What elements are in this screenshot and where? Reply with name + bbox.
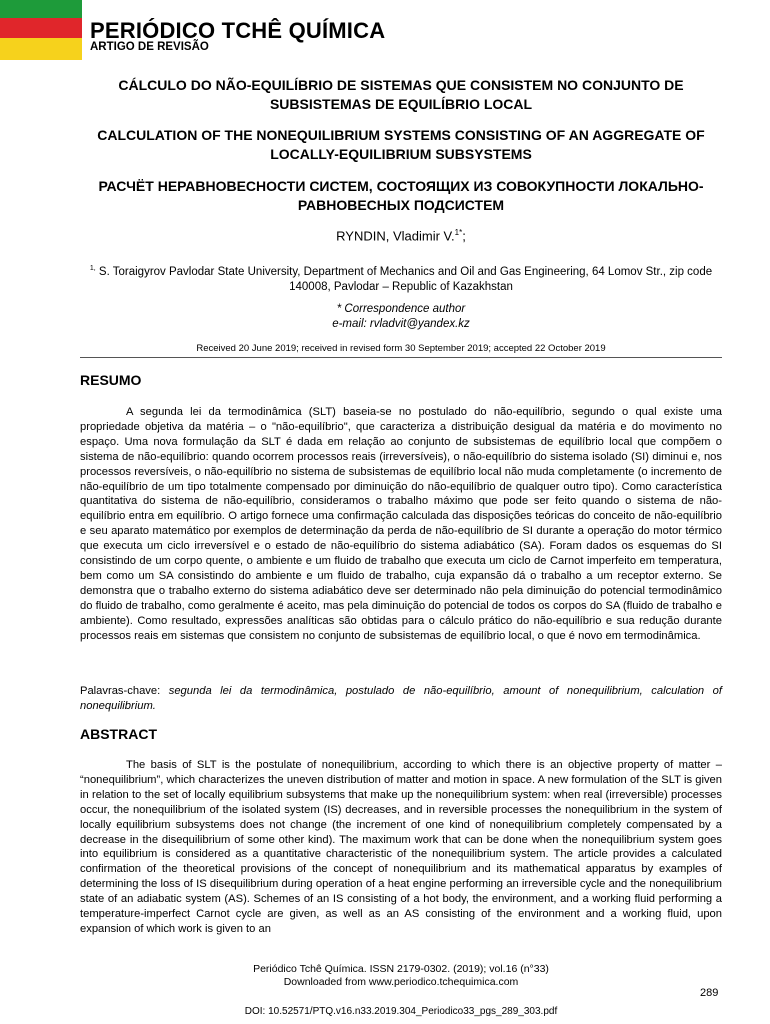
resumo-heading: RESUMO xyxy=(80,372,142,388)
abstract-heading: ABSTRACT xyxy=(80,726,157,742)
flag-yellow-stripe xyxy=(0,38,82,60)
resumo-text: A segunda lei da termodinâmica (SLT) baseia-se no postulado do não-equilíbrio, segundo o qual existe uma propriedade objetiva da matéria – o "não-equilíbrio", que caracteriza a distribuição desigual da matéria e do movimento no espaço. Uma nova formulação da SLT é dada em relação ao conjunto de subsistemas de equilíbrio local que compõem o sistema de não-equilíbrio: quando ocorrem processos reais (irreversíveis), o não-equilíbrio do sistema isolado (SI) diminui e, nos processos reversíveis, o não-equilíbrio no sistema de subsistemas de equilíbrio local não muda completamente (o incremento de não-equilíbrio de um tipo totalmente compensado por diminuição do não-equilíbrio de qualquer outro tipo). Como característica quantitativa do sistema de não-equilíbrio, consideramos o trabalho máximo que pode ser feito quando o sistema de não-equilíbrio entra em equilíbrio. O artigo fornece uma confirmação calculada das disposições teóricas do conceito de não-equilíbrio e seu aparato matemático por exemplos de determinação da perda de não-equilíbrio de SI durante a operação do motor térmico que executa um ciclo irreversível e o estado de não-equilíbrio do sistema adiabático (SA). Foram dados os esquemas do SI consistindo de um corpo quente, o ambiente e um fluido de trabalho que executa um ciclo de Carnot imperfeito em temperatura, bem como um SA consistindo do ambiente e um fluido de trabalho, cuja expansão dá o trabalho a um receptor externo. Se demonstra que o trabalho externo do sistema adiabático deve ser determinado não pela diminuição do potencial termodinâmico do fluido de trabalho, como geralmente é aceito, mas pela diminuição do potencial de todos os corpos do SA (fluido de trabalho e ambiente). Como resultado, expressões analíticas são obtidas para o cálculo prático do não-equilíbrio e sua redução durante processos reais em sistemas que consistem no conjunto de subsistemas de equilíbrio local, o que é novo em termodinâmica. xyxy=(80,406,722,642)
author-suffix: ; xyxy=(462,228,466,244)
affiliation-superscript: 1, xyxy=(89,265,96,272)
keywords-text: segunda lei da termodinâmica, postulado de não-equilíbrio, amount of nonequilibrium, calculation of nonequilibrium. xyxy=(80,685,722,712)
correspondence-block xyxy=(80,302,722,332)
keywords xyxy=(80,684,722,714)
header-divider xyxy=(80,357,722,358)
page-footer xyxy=(80,963,722,989)
affiliation-text: S. Toraigyrov Pavlodar State University, Department of Mechanics and Oil and Gas Engineering, 64 Lomov Str., zip code 140008, Pavlodar – Republic of Kazakhstan xyxy=(95,265,713,293)
title-portuguese: CÁLCULO DO NÃO-EQUILÍBRIO DE SISTEMAS QUE CONSISTEM NO CONJUNTO DE SUBSISTEMAS DE EQUILÍBRIO LOCAL xyxy=(118,77,684,112)
abstract-text: The basis of SLT is the postulate of nonequilibrium, according to which there is an objective property of matter – “nonequilibrium”, which characterizes the uneven distribution of matter and motion in space. A new formulation of the SLT is given in relation to the set of locally equilibrium subsystems that make up the nonequilibrium system: when real (irreversible) processes occur, the nonequilibrium of the isolated system (IS) decreases, and in reversible processes the nonequilibrium in the system of locally equilibrium subsystems does not change (the increment of one kind of nonequilibrium completely compensated by a decrease in the disequilibrium of some other kind). The maximum work that can be done when the nonequilibrium system goes into equilibrium is considered as a quantitative characteristic of the nonequilibrium system. The article provides a calculated confirmation of the theoretical provisions of the concept of nonequilibrium and its mathematical apparatus by examples of determining the loss of IS disequilibrium during operation of a heat engine performing an irreversible cycle and the nonequilibrium state of an adiabatic system (AS). Schemes of an IS consisting of a hot body, the environment, and a working fluid performing a temperature-imperfect Carnot cycle are given, as well as an AS consisting of the environment and a working fluid, upon expansion of which work is given to an xyxy=(80,759,722,935)
author-superscript: 1* xyxy=(454,228,463,237)
footer-doi: DOI: 10.52571/PTQ.v16.n33.2019.304_Periodico33_pgs_289_303.pdf xyxy=(244,1006,558,1017)
author-line xyxy=(80,228,722,243)
author-name: RYNDIN, Vladimir V. xyxy=(336,228,455,244)
title-english: CALCULATION OF THE NONEQUILIBRIUM SYSTEMS CONSISTING OF AN AGGREGATE OF LOCALLY-EQUILIBRIUM SUBSYSTEMS xyxy=(97,127,705,162)
flag-red-stripe xyxy=(0,18,82,38)
keywords-label: Palavras-chave xyxy=(80,685,158,697)
keywords-separator: : xyxy=(157,685,169,697)
title-russian: РАСЧЁТ НЕРАВНОВЕСНОСТИ СИСТЕМ, СОСТОЯЩИХ ИЗ СОВОКУПНОСТИ ЛОКАЛЬНО-РАВНОВЕСНЫХ ПОДСИСТЕМ xyxy=(98,178,704,213)
affiliation xyxy=(80,261,722,295)
correspondence-label: * Correspondence author xyxy=(336,303,466,315)
footer-citation: Periódico Tchê Química. ISSN 2179-0302. (2019); vol.16 (n°33) xyxy=(253,963,549,975)
journal-flag-logo xyxy=(0,0,82,60)
footer-download-link[interactable]: Downloaded from www.periodico.tchequimica.com xyxy=(283,976,519,988)
journal-name: PERIÓDICO TCHÊ QUÍMICA xyxy=(90,18,386,43)
page-number: 289 xyxy=(700,987,719,999)
article-type: ARTIGO DE REVISÃO xyxy=(90,41,209,53)
correspondence-email[interactable]: e-mail: rvladvit@yandex.kz xyxy=(332,318,470,330)
flag-green-stripe xyxy=(0,0,82,18)
received-dates: Received 20 June 2019; received in revised form 30 September 2019; accepted 22 October 2019 xyxy=(196,343,606,354)
